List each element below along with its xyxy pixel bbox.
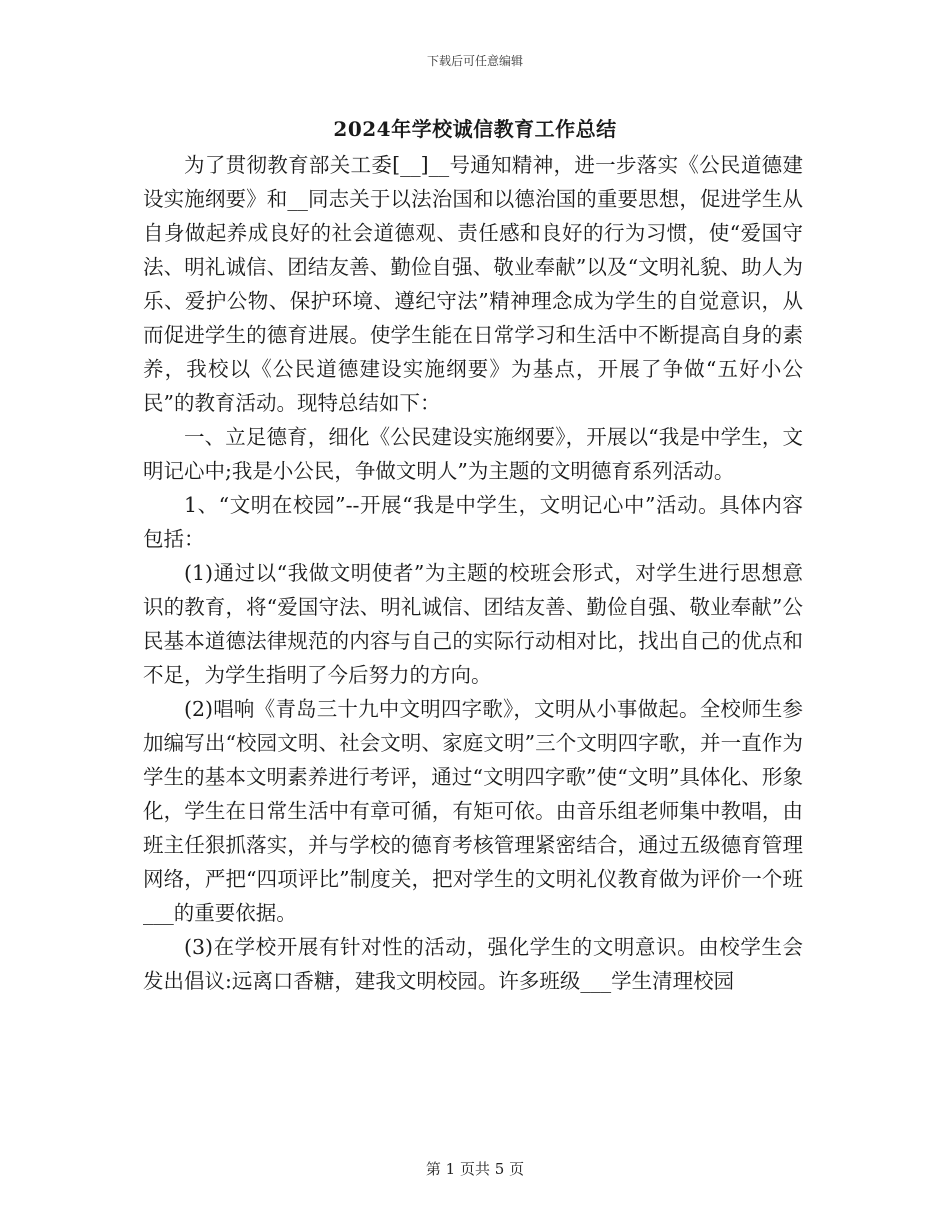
paragraph-section-1: 一、立足德育，细化《公民建设实施纲要》，开展以“我是中学生，文明记心中;我是小公民，争做文明人”为主题的文明德育系列活动。 [143, 425, 803, 483]
document-body [143, 148, 803, 998]
paragraph-subitem-2: (2)唱响《青岛三十九中文明四字歌》，文明从小事做起。全校师生参加编写出“校园文明、社会文明、家庭文明”三个文明四字歌，并一直作为学生的基本文明素养进行考评，通过“文明四字歌”使“文明”具体化、形象化，学生在日常生活中有章可循，有矩可依。由音乐组老师集中教唱，由班主任狠抓落实，并与学校的德育考核管理紧密结合，通过五级德育管理网络，严把“四项评比”制度关，把对学生的文明礼仪教育做为评价一个班___的重要依据。 [143, 697, 803, 925]
document-title: 2024年学校诚信教育工作总结 [333, 117, 617, 141]
paragraph-subitem-3: (3)在学校开展有针对性的活动，强化学生的文明意识。由校学生会发出倡议:远离口香糖，建我文明校园。许多班级___学生清理校园 [143, 935, 803, 993]
paragraph-subitem-1: (1)通过以“我做文明使者”为主题的校班会形式，对学生进行思想意识的教育，将“爱国守法、明礼诚信、团结友善、勤俭自强、敬业奉献”公民基本道德法律规范的内容与自己的实际行动相对比，找出自己的优点和不足，为学生指明了今后努力的方向。 [143, 561, 803, 687]
header-note: 下载后可任意编辑 [426, 54, 523, 68]
page-number-footer: 第 1 页共 5 页 [425, 1160, 525, 1178]
paragraph-item-1: 1、“文明在校园”--开展“我是中学生，文明记心中”活动。具体内容包括： [143, 493, 803, 551]
paragraph-intro: 为了贯彻教育部关工委[__]__号通知精神，进一步落实《公民道德建设实施纲要》和__同志关于以法治国和以德治国的重要思想，促进学生从自身做起养成良好的社会道德观、责任感和良好的行为习惯，使“爱国守法、明礼诚信、团结友善、勤俭自强、敬业奉献”以及“文明礼貌、助人为乐、爱护公物、保护环境、遵纪守法”精神理念成为学生的自觉意识，从而促进学生的德育进展。使学生能在日常学习和生活中不断提高自身的素养，我校以《公民道德建设实施纲要》为基点，开展了争做“五好小公民”的教育活动。现特总结如下： [143, 153, 803, 415]
